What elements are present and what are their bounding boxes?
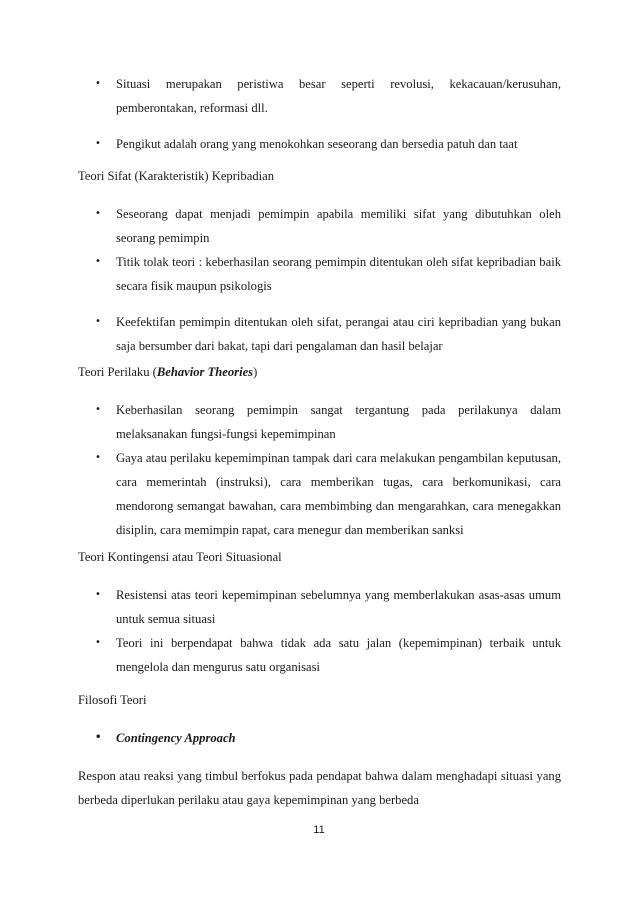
list-item: • Teori ini berpendapat bahwa tidak ada satu jalan (kepemimpinan) terbaik untuk mengelola dan mengurus satu organisasi	[78, 631, 561, 679]
list-item: • Keberhasilan seorang pemimpin sangat tergantung pada perilakunya dalam melaksanakan fungsi-fungsi kepemimpinan	[78, 398, 561, 446]
heading-emphasis: Behavior Theories	[156, 365, 254, 379]
section-heading-teori-perilaku	[78, 360, 561, 384]
list-item: • Situasi merupakan peristiwa besar seperti revolusi, kekacauan/kerusuhan, pemberontakan, reformasi dll.	[78, 72, 561, 120]
section-heading-teori-kontingensi: Teori Kontingensi atau Teori Situasional	[78, 550, 282, 564]
bullet-list-teori-perilaku	[78, 398, 561, 542]
list-item: • Keefektifan pemimpin ditentukan oleh sifat, perangai atau ciri kepribadian yang bukan saja bersumber dari bakat, tapi dari pengalaman dan hasil belajar	[78, 310, 561, 358]
list-item: • Titik tolak teori : keberhasilan seorang pemimpin ditentukan oleh sifat kepribadian baik secara fisik maupun psikologis	[78, 250, 561, 298]
list-item: • Pengikut adalah orang yang menokohkan seseorang dan bersedia patuh dan taat	[78, 132, 561, 156]
bullet-list-situasi	[78, 72, 561, 156]
section-heading-teori-sifat: Teori Sifat (Karakteristik) Kepribadian	[78, 169, 274, 183]
heading-suffix: )	[253, 365, 258, 379]
list-item: • Gaya atau perilaku kepemimpinan tampak dari cara melakukan pengambilan keputusan, cara memerintah (instruksi), cara memberikan tugas, cara berkomunikasi, cara mendorong semangat bawahan, cara membimbing dan mengarahkan, cara menegakkan disiplin, cara memimpin rapat, cara menegur dan memberikan sanksi	[78, 446, 561, 542]
paragraph-respon: Respon atau reaksi yang timbul berfokus pada pendapat bahwa dalam menghadapi situasi yang berbeda diperlukan perilaku atau gaya kepemimpinan yang berbeda	[78, 769, 561, 807]
bullet-list-filosofi	[78, 726, 561, 750]
bullet-list-teori-sifat	[78, 202, 561, 358]
list-item: • Contingency Approach	[78, 726, 561, 750]
list-item: • Seseorang dapat menjadi pemimpin apabila memiliki sifat yang dibutuhkan oleh seorang pemimpin	[78, 202, 561, 250]
page-number: 11	[313, 824, 325, 836]
list-item: • Resistensi atas teori kepemimpinan sebelumnya yang memberlakukan asas-asas umum untuk semua situasi	[78, 583, 561, 631]
section-heading-filosofi-teori: Filosofi Teori	[78, 693, 147, 707]
heading-prefix: Teori Perilaku (	[78, 365, 157, 379]
bullet-list-teori-kontingensi	[78, 583, 561, 679]
